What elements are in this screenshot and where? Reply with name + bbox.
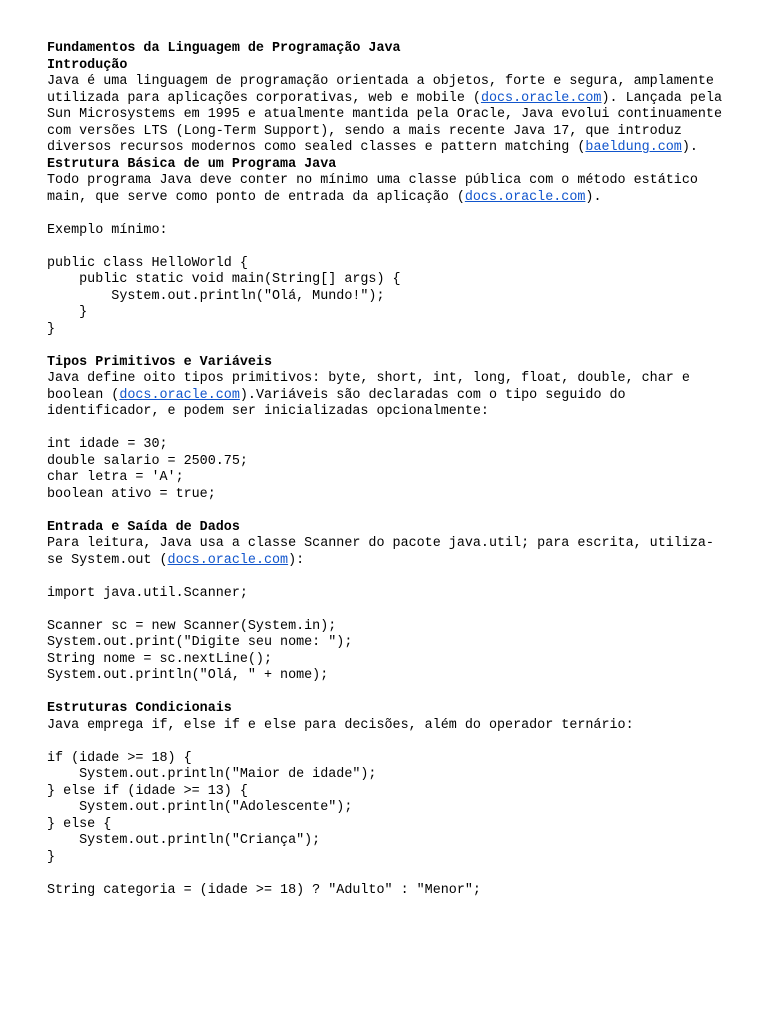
structure-text-1: Todo programa Java deve conter no mínimo uma classe pública com o método estático main, que serve como ponto de entrada da aplicação ( [47, 173, 706, 205]
intro-text-2: ). Lançada pela Sun Microsystems em 1995 e atualmente mantida pela Oracle, Java evolui continuamente com versões LTS (Long-Term Support), sendo a mais recente Java 17, que introduz diversos recursos modernos como sealed classes e pattern matching ( [47, 90, 731, 155]
hello-world-code: public class HelloWorld { public static void main(String[] args) { System.out.println("Olá, Mundo!"); } } [47, 255, 401, 337]
conditionals-paragraph: Java emprega if, else if e else para decisões, além do operador ternário: [47, 717, 634, 733]
docs-oracle-link[interactable]: docs.oracle.com [480, 90, 602, 106]
spacer [47, 569, 728, 586]
baeldung-link[interactable]: baeldung.com [585, 140, 682, 155]
spacer [47, 685, 728, 702]
structure-text-2: ). [585, 189, 602, 205]
import-code: import java.util.Scanner; [47, 585, 248, 601]
spacer [47, 338, 728, 355]
variables-code: int idade = 30; double salario = 2500.75; char letra = 'A'; boolean ativo = true; [47, 437, 248, 502]
docs-oracle-link[interactable]: docs.oracle.com [464, 189, 586, 205]
io-heading: Entrada e Saída de Dados [47, 519, 240, 535]
structure-paragraph [47, 173, 728, 206]
primitives-text-1: Java define oito tipos primitivos: byte, short, int, long, float, double, char e boolean ( [47, 371, 698, 403]
conditionals-heading: Estruturas Condicionais [47, 701, 232, 716]
ternary-code: String categoria = (idade >= 18) ? "Adulto" : "Menor"; [47, 882, 481, 898]
spacer [47, 734, 728, 751]
spacer [47, 602, 728, 619]
structure-heading: Estrutura Básica de um Programa Java [47, 156, 337, 172]
spacer [47, 239, 728, 256]
if-else-code: if (idade >= 18) { System.out.println("Maior de idade"); } else if (idade >= 13) { System.out.println("Adolescente"); } else { System.out.println("Criança"); } [47, 750, 377, 865]
docs-oracle-link[interactable]: docs.oracle.com [119, 387, 240, 403]
io-text-2: ): [288, 552, 305, 568]
io-paragraph [47, 536, 728, 569]
example-label: Exemplo mínimo: [47, 222, 168, 238]
document-title: Fundamentos da Linguagem de Programação Java [47, 41, 401, 56]
primitives-paragraph [47, 371, 728, 421]
intro-paragraph [47, 74, 731, 157]
intro-text-3: ). [681, 140, 698, 155]
spacer [47, 866, 728, 883]
spacer [47, 206, 728, 223]
primitives-heading: Tipos Primitivos e Variáveis [47, 354, 272, 370]
spacer [47, 421, 728, 438]
intro-text-1: Java é uma linguagem de programação orientada a objetos, forte e segura, amplamente utilizada para aplicações corporativas, web e mobile ( [47, 74, 723, 106]
docs-oracle-link[interactable]: docs.oracle.com [167, 552, 289, 568]
spacer [47, 503, 728, 520]
intro-heading: Introdução [47, 57, 128, 73]
scanner-code: Scanner sc = new Scanner(System.in); System.out.print("Digite seu nome: "); String nome = sc.nextLine(); System.out.println("Olá, " + nome); [47, 618, 353, 683]
primitives-text-2: ).Variáveis são declaradas com o tipo seguido do identificador, e podem ser inicializadas opcionalmente: [47, 387, 634, 419]
io-text-1: Para leitura, Java usa a classe Scanner do pacote java.util; para escrita, utiliza-se System.out ( [47, 536, 714, 568]
